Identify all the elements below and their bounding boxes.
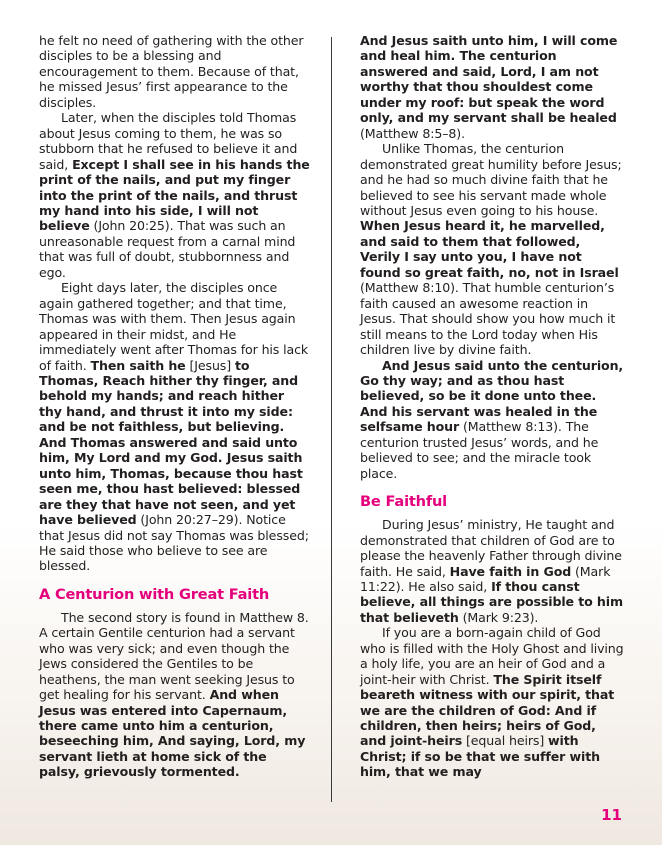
text-run: (Matthew 8:5–8). (360, 125, 465, 141)
paragraph (360, 625, 624, 780)
bold-text-run: And Jesus saith unto him, I will come and heal him. The centurion answered and said, Lord, I am not worthy that thou shouldest come under my roof: but speak the word only, and my servant shall be healed (360, 33, 618, 126)
bold-text-run: And when Jesus was entered into Capernaum, there came unto him a centurion, beseeching him, And saying, Lord, my servant lieth at home sick of the palsy, grievously tormented. (39, 687, 306, 780)
paragraph (360, 517, 624, 625)
text-run: Unlike Thomas, the centurion demonstrated great humility before Jesus; and he had so much divine faith that he believed to see his servant made whole without Jesus even going to his house. (360, 141, 622, 218)
section-heading-centurion: A Centurion with Great Faith (39, 585, 270, 603)
text-run: During Jesus’ ministry, He taught and demonstrated that children of God are to please the heavenly Father through divine faith. He said, (360, 517, 622, 579)
text-run: [Jesus] (185, 357, 235, 373)
bold-text-run: And Jesus said unto the centurion, Go thy way; and as thou hast believed, so be it done unto thee. And his servant was healed in the selfsame hour (360, 357, 624, 435)
paragraph (360, 141, 624, 357)
text-run: [equal heirs] (462, 733, 549, 749)
text-run: (John 20:27–29). Notice that Jesus did not say Thomas was blessed; He said those who believe to see are blessed. (39, 512, 309, 574)
bold-text-run: to Thomas, Reach hither thy finger, and behold my hands; and reach hither thy hand, and thrust it into my side: and be not faithless, but believing. And Thomas answered and said unto him, My Lord and my God. Jesus saith unto him, Thomas, because thou hast seen me, thou hast believed: blessed are they that have not seen, and yet have believed (39, 357, 303, 528)
left-column (39, 33, 311, 780)
bold-text-run: Except I shall see in his hands the print of the nails, and put my finger into the print of the nails, and thrust my hand into his side, I will not believe (39, 156, 310, 234)
paragraph (39, 610, 311, 780)
bold-text-run: When Jesus heard it, he marvelled, and said to them that followed, Verily I say unto you, I have not found so great faith, no, not in Israel (360, 218, 619, 280)
bold-text-run: Then saith he (90, 357, 186, 373)
paragraph (39, 280, 311, 574)
column-divider (331, 37, 332, 802)
paragraph (39, 33, 311, 110)
bold-text-run: The Spirit itself beareth witness with our spirit, that we are the children of God: And if children, then heirs; heirs of God, and joint-heirs (360, 671, 615, 749)
bold-text-run: If thou canst believe, all things are possible to him that believeth (360, 578, 623, 625)
text-run: (Matthew 8:13). The centurion trusted Jesus’ words, and he believed to see; and the miracle took place. (360, 419, 599, 481)
text-run: The second story is found in Matthew 8. A certain Gentile centurion had a servant who was very sick; and even though the Jews considered the Gentiles to be heathens, the man went seeking Jesus to get healing for his servant. (39, 609, 309, 703)
text-run: (Mark 11:22). He also said, (360, 563, 611, 594)
text-run: Eight days later, the disciples once again gathered together; and that time, Thomas was with them. Then Jesus again appeared in their midst, and He immediately went after Thomas for his lack of faith. (39, 280, 309, 373)
page-number: 11 (601, 806, 622, 824)
text-run: (Matthew 8:10). That humble centurion’s faith caused an awesome reaction in Jesus. That should show you how much it still means to the Lord today when His children live by divine faith. (360, 280, 616, 358)
text-run: If you are a born-again child of God who is filled with the Holy Ghost and living a holy life, you are an heir of God and a joint-heir with Christ. (360, 625, 624, 687)
paragraph (39, 110, 311, 280)
paragraph (360, 358, 624, 482)
paragraph (360, 33, 624, 141)
section-heading-be-faithful: Be Faithful (360, 493, 447, 511)
text-run: (Mark 9:23). (458, 609, 539, 625)
bold-text-run: with Christ; if so be that we suffer with him, that we may (360, 733, 600, 780)
text-run: he felt no need of gathering with the other disciples to be a blessing and encouragement to them. Because of that, he missed Jesus’ first appearance to the disciples. (39, 33, 304, 110)
text-run: Later, when the disciples told Thomas about Jesus coming to them, he was so stubborn that he refused to believe it and said, (39, 110, 298, 172)
bold-text-run: Have faith in God (449, 563, 572, 579)
text-run: (John 20:25). That was such an unreasonable request from a carnal mind that was full of doubt, stubbornness and ego. (39, 218, 296, 280)
right-column (360, 33, 624, 780)
